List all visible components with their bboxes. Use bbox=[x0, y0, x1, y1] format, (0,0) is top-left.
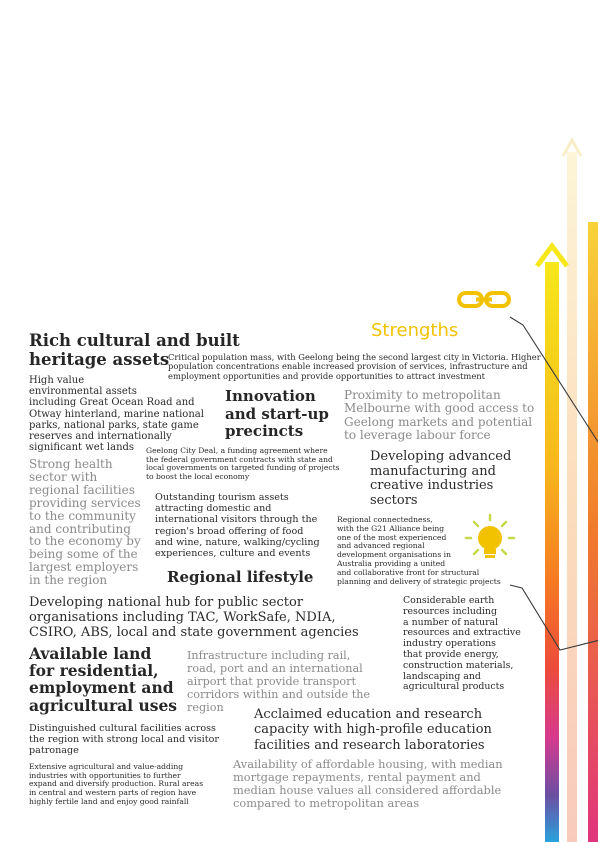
proximity-text: Proximity to metropolitan Melbourne with good access to Geelong markets and potential to leverage labour force bbox=[344, 388, 535, 443]
earth-resources-text: Considerable earth resources including a number of natural resources and extractive industry operations that provide energy, construction materials, landscaping and agricultural products bbox=[403, 595, 521, 693]
connectedness-text: Regional connectedness, with the G21 Alliance being one of the most experienced and advanced regional development organisations in Australia providing a united and collaborative front for structural planning and delivery of strategic projects bbox=[337, 515, 501, 586]
edge-arrow bbox=[588, 222, 598, 842]
chain-link-icon bbox=[459, 293, 509, 306]
strengths-heading: Strengths bbox=[371, 320, 459, 341]
rich-heritage-heading: Rich cultural and built heritage assets bbox=[29, 331, 240, 369]
city-deal-text: Geelong City Deal, a funding agreement where the federal government contracts with state and local governments on targeted funding of projects to boost the local economy bbox=[146, 446, 340, 481]
main-arrow bbox=[537, 246, 567, 842]
critical-mass-text: Critical population mass, with Geelong being the second largest city in Victoria. Higher population concentrations enable increased provision of services, infrastructure and employment opportunities and provide opportunities to attract investment bbox=[168, 352, 541, 381]
cultural-facilities-text: Distinguished cultural facilities across the region with strong local and visitor patronage bbox=[29, 723, 219, 757]
regional-lifestyle-heading: Regional lifestyle bbox=[167, 568, 314, 586]
faint-arrow bbox=[563, 140, 581, 842]
affordable-housing-text: Availability of affordable housing, with median mortgage repayments, rental payment and median house values all considered affordable compared to metropolitan areas bbox=[233, 757, 503, 810]
infrastructure-text: Infrastructure including rail, road, port and an international airport that provide transport corridors within and outside the region bbox=[187, 649, 371, 714]
education-text: Acclaimed education and research capacity with high-profile education facilities and research laboratories bbox=[254, 707, 492, 753]
innovation-heading: Innovation and start-up precincts bbox=[225, 387, 329, 440]
available-land-heading: Available land for residential, employment and agricultural uses bbox=[29, 644, 178, 715]
national-hub-text: Developing national hub for public sector organisations including TAC, WorkSafe, NDIA, CSIRO, ABS, local and state government agencies bbox=[29, 595, 359, 640]
tourism-text: Outstanding tourism assets attracting domestic and international visitors through the region's broad offering of food and wine, nature, walking/cycling experiences, culture and events bbox=[155, 492, 320, 560]
environmental-assets-text: High value environmental assets including Great Ocean Road and Otway hinterland, marine national parks, national parks, state game reserves and internationally significant wet lands bbox=[29, 375, 204, 454]
agricultural-industries-text: Extensive agricultural and value-adding industries with opportunities to further expand and diversify production. Rural areas in central and western parts of region have highly fertile land and enjoy good rainfall bbox=[29, 762, 204, 806]
strong-health-text: Strong health sector with regional facilities providing services to the community and contributing to the economy by being some of the largest employers in the region bbox=[29, 457, 141, 588]
advanced-manufacturing-text: Developing advanced manufacturing and creative industries sectors bbox=[370, 449, 512, 508]
